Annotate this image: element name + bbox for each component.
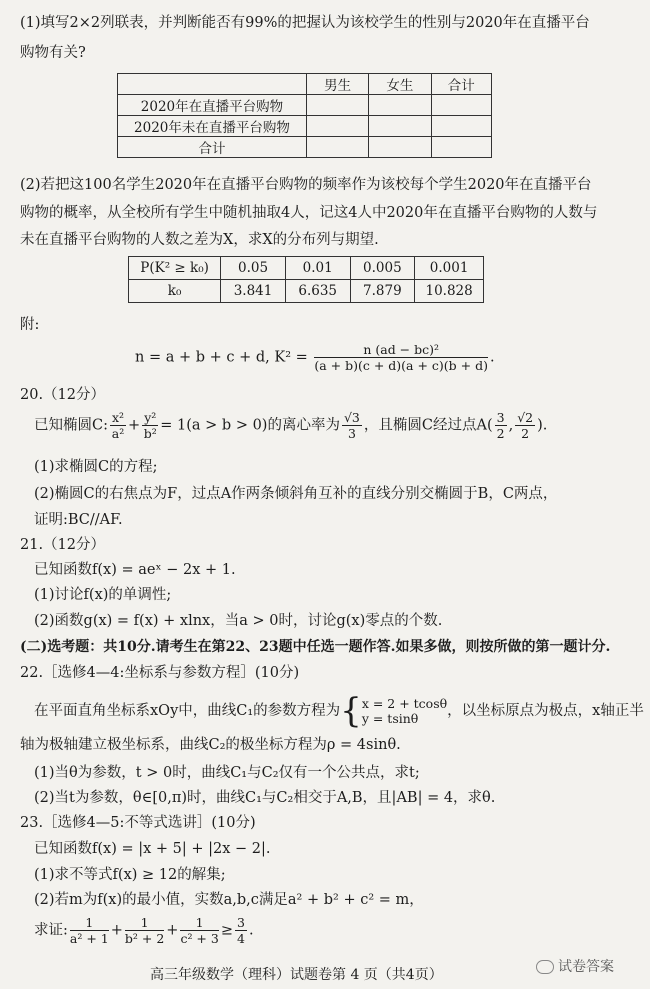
numerator: 1 xyxy=(180,915,218,931)
table-cell: 女生 xyxy=(369,74,431,95)
denominator: 2 xyxy=(496,426,505,441)
table-row xyxy=(118,137,492,158)
denominator: 4 xyxy=(236,931,245,946)
watermark-text: 试卷答案 xyxy=(558,959,614,975)
formula-fraction xyxy=(314,342,488,373)
q22-intro xyxy=(34,691,644,731)
plus-sign: + xyxy=(110,922,123,939)
param-system xyxy=(362,696,447,726)
formula-numerator: n (ad − bc)² xyxy=(314,342,488,358)
table-cell: P(K² ≥ k₀) xyxy=(129,257,221,280)
numerator: 1 xyxy=(70,915,109,931)
plus-sign: + xyxy=(166,922,179,939)
denominator: a² xyxy=(111,426,125,441)
table-cell: 合计 xyxy=(118,137,307,158)
table-row xyxy=(118,74,492,95)
numerator: √3 xyxy=(343,410,360,425)
critical-value-table xyxy=(128,256,484,303)
q19-part1-line2: 购物有关? xyxy=(20,45,86,61)
table-cell xyxy=(431,116,491,137)
end-dot: . xyxy=(248,922,254,939)
fraction xyxy=(125,915,164,946)
denominator: 3 xyxy=(347,426,356,441)
numerator: 3 xyxy=(236,915,245,930)
table-cell xyxy=(369,116,431,137)
denominator: c² + 3 xyxy=(180,931,219,946)
q19-part1-line1: (1)填写2×2列联表，并判断能否有99%的把握认为该校学生的性别与2020年在直播平台 xyxy=(20,15,590,31)
brace-icon: { xyxy=(340,691,362,731)
q23-proof xyxy=(34,915,254,946)
numerator: x² xyxy=(111,410,125,425)
formula-denominator: (a + b)(c + d)(a + c)(b + d) xyxy=(314,358,488,373)
table-cell xyxy=(306,95,368,116)
table-cell: 合计 xyxy=(431,74,491,95)
numerator: 1 xyxy=(125,915,164,931)
table-cell xyxy=(306,137,368,158)
fraction xyxy=(515,410,535,441)
table-cell: 0.01 xyxy=(285,257,350,280)
table-cell xyxy=(369,95,431,116)
formula-left: n = a + b + c + d, K² = xyxy=(135,349,308,366)
table-cell: 3.841 xyxy=(221,280,286,303)
plus-sign: + xyxy=(128,417,141,434)
numerator: 3 xyxy=(496,410,505,425)
table-cell: 2020年在直播平台购物 xyxy=(118,95,307,116)
param-eq-x: x = 2 + tcosθ xyxy=(361,696,448,711)
table-cell: 0.005 xyxy=(350,257,415,280)
q19-part2-line2: 购物的概率，从全校所有学生中随机抽取4人，记这4人中2020年在直播平台购物的人数与 xyxy=(20,205,598,221)
appendix-label: 附: xyxy=(20,317,40,333)
q22-part1: (1)当θ为参数，t > 0时，曲线C₁与C₂仅有一个公共点，求t; xyxy=(34,765,420,781)
fraction xyxy=(235,915,247,946)
table-row xyxy=(129,280,484,303)
q20-part3: 证明:BC//AF. xyxy=(34,512,123,528)
table-cell: 6.635 xyxy=(285,280,350,303)
table-cell: 7.879 xyxy=(350,280,415,303)
table-cell xyxy=(431,137,491,158)
fraction xyxy=(342,410,362,441)
q23-part2: (2)若m为f(x)的最小值，实数a,b,c满足a² + b² + c² = m， xyxy=(34,892,424,908)
q20-header: 20.（12分） xyxy=(20,387,106,403)
contingency-table xyxy=(117,73,492,158)
ge-sign: ≥ xyxy=(220,922,233,939)
numerator: √2 xyxy=(517,410,534,425)
table-cell xyxy=(369,137,431,158)
fraction xyxy=(142,410,158,441)
q20-part1: (1)求椭圆C的方程; xyxy=(34,459,158,475)
q20-text: ). xyxy=(537,417,548,434)
q23-header: 23.［选修4—5:不等式选讲］(10分) xyxy=(20,815,256,831)
q21-header: 21.（12分） xyxy=(20,537,106,553)
fraction xyxy=(70,915,109,946)
q23-intro: 已知函数f(x) = |x + 5| + |2x − 2|. xyxy=(34,841,271,857)
q22-text: 在平面直角坐标系xOy中，曲线C₁的参数方程为 xyxy=(34,703,341,719)
q21-part2: (2)函数g(x) = f(x) + xlnx，当a > 0时，讨论g(x)零点的个数. xyxy=(34,613,443,629)
table-cell: 男生 xyxy=(306,74,368,95)
q21-intro: 已知函数f(x) = aeˣ − 2x + 1. xyxy=(34,562,236,578)
q21-part1: (1)讨论f(x)的单调性; xyxy=(34,587,172,603)
page-footer: 高三年级数学（理科）试题卷第 4 页（共4页） xyxy=(150,967,443,983)
q20-part2: (2)椭圆C的右焦点为F，过点A作两条倾斜角互补的直线分别交椭圆于B，C两点， xyxy=(34,486,558,502)
numerator: y² xyxy=(144,410,157,425)
q20-intro xyxy=(34,410,547,441)
fraction xyxy=(495,410,507,441)
denominator: b² + 2 xyxy=(124,931,165,946)
fraction xyxy=(180,915,218,946)
q22-intro-cont: 轴为极轴建立极坐标系，曲线C₂的极坐标方程为ρ = 4sinθ. xyxy=(20,737,401,753)
comma: , xyxy=(508,417,514,434)
q19-part2-line3: 未在直播平台购物的人数之差为X，求X的分布列与期望. xyxy=(20,232,379,248)
wechat-icon xyxy=(536,960,554,974)
q20-text: 已知椭圆C: xyxy=(34,417,108,434)
denominator: 2 xyxy=(521,426,530,441)
table-cell xyxy=(306,116,368,137)
q23-part1: (1)求不等式f(x) ≥ 12的解集; xyxy=(34,867,226,883)
table-row xyxy=(118,116,492,137)
q22-text: ，以坐标原点为极点，x轴正半 xyxy=(447,703,644,719)
proof-label: 求证: xyxy=(34,922,68,939)
table-cell xyxy=(118,74,307,95)
q20-text: = 1(a > b > 0)的离心率为 xyxy=(160,417,340,434)
param-eq-y: y = tsinθ xyxy=(361,711,419,726)
q22-part2: (2)当t为参数，θ∈[0,π)时，曲线C₁与C₂相交于A,B，且|AB| = 4，求θ. xyxy=(34,790,496,806)
elective-note: (二)选考题：共10分.请考生在第22、23题中任选一题作答.如果多做，则按所做的第一题计分. xyxy=(20,639,611,655)
table-row xyxy=(129,257,484,280)
q22-header: 22.［选修4—4:坐标系与参数方程］(10分) xyxy=(20,665,300,681)
denominator: b² xyxy=(143,426,157,441)
k-squared-formula: n = a + b + c + d, K² = $\frac{\text{n (ad − bc)²}}{(a + b)(c + d)(a + c)(b + d)}$ . xyxy=(135,342,495,373)
table-cell: 0.05 xyxy=(221,257,286,280)
denominator: a² + 1 xyxy=(69,931,109,946)
q19-part2-line1: (2)若把这100名学生2020年在直播平台购物的频率作为该校每个学生2020年在直播平台 xyxy=(20,177,592,193)
table-cell: 0.001 xyxy=(415,257,484,280)
table-cell: 2020年未在直播平台购物 xyxy=(118,116,307,137)
fraction xyxy=(110,410,126,441)
table-cell xyxy=(431,95,491,116)
table-cell: 10.828 xyxy=(415,280,484,303)
q20-text: ，且椭圆C经过点A( xyxy=(363,417,493,434)
watermark xyxy=(536,956,614,976)
table-row xyxy=(118,95,492,116)
table-cell: k₀ xyxy=(129,280,221,303)
